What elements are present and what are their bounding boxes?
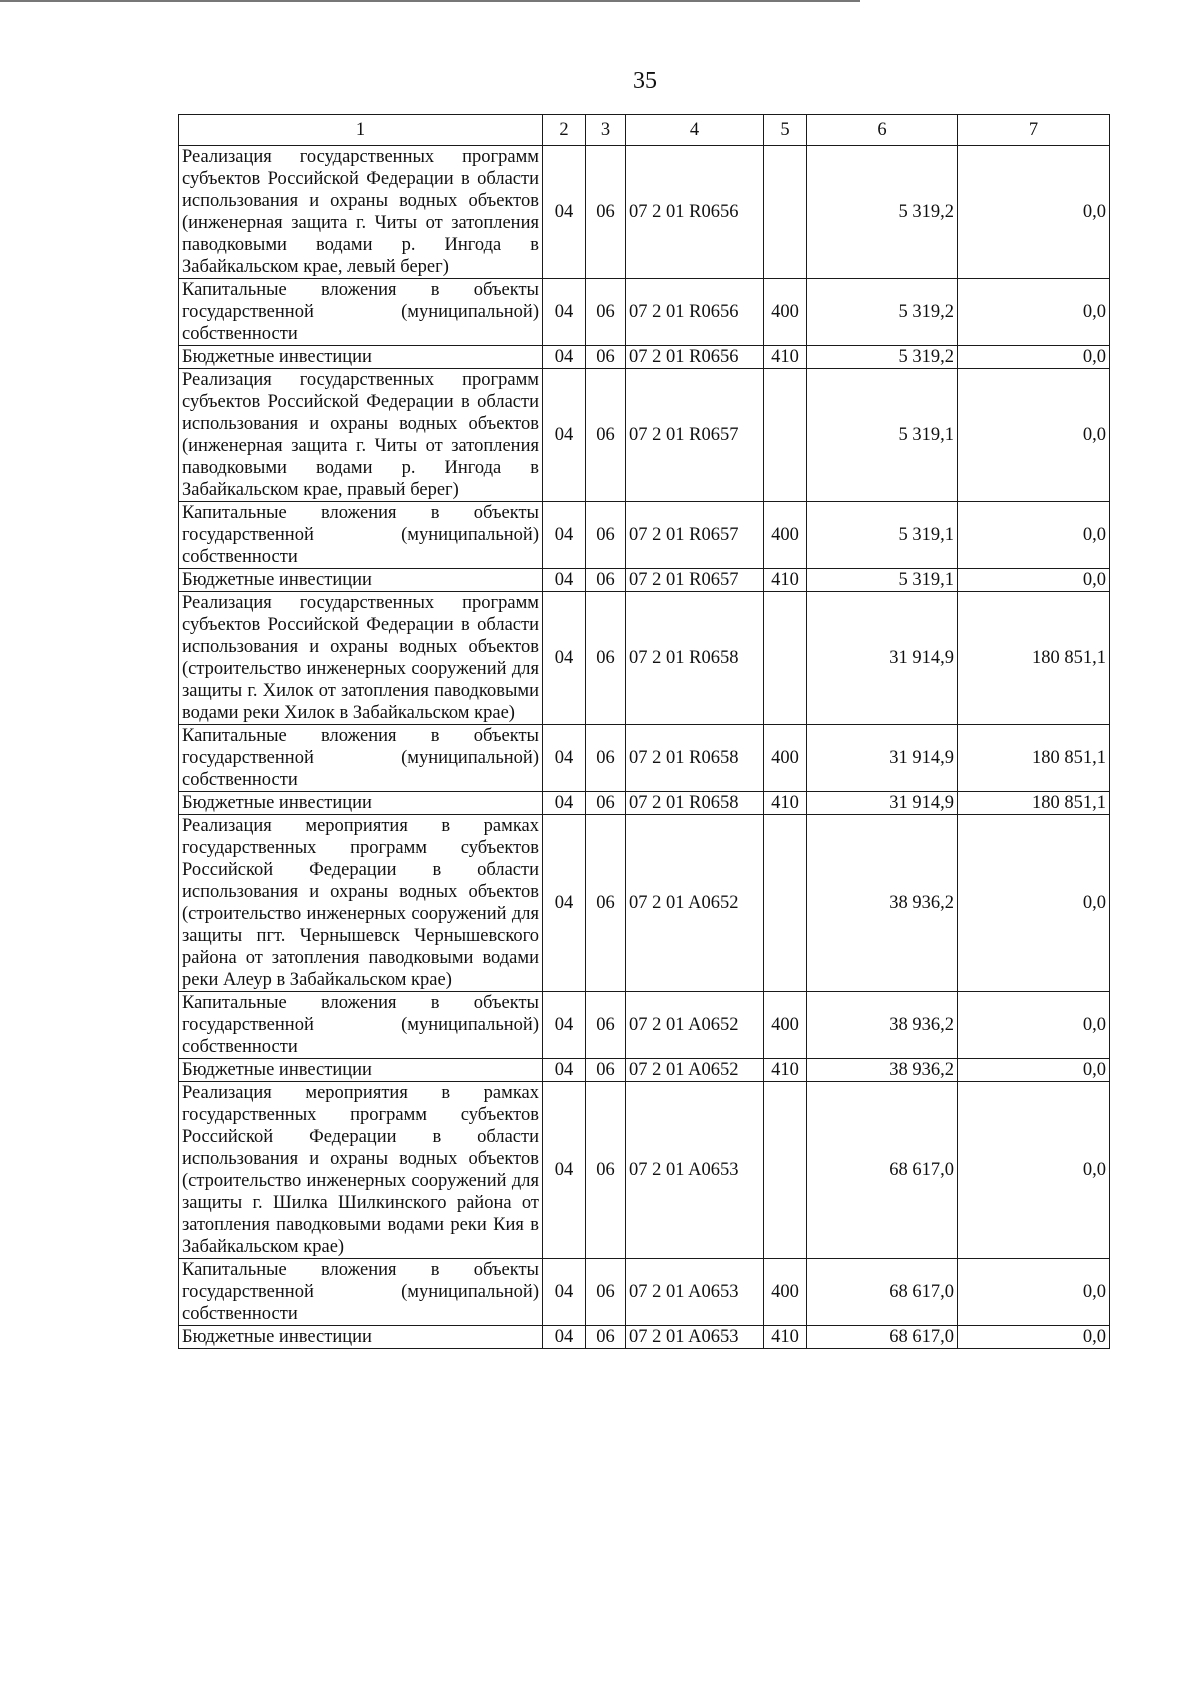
- section-code: 04: [543, 792, 586, 815]
- section-code: 04: [543, 279, 586, 346]
- row-description: Капитальные вложения в объекты государственной (муниципальной) собственности: [179, 1259, 543, 1326]
- table-row: [179, 725, 1110, 792]
- target-article-code: 07 2 01 A0653: [626, 1082, 764, 1259]
- table-row: [179, 1259, 1110, 1326]
- expense-type-code: 410: [764, 1059, 807, 1082]
- section-code: 04: [543, 1259, 586, 1326]
- row-description: Реализация государственных программ субъектов Российской Федерации в области использования и охраны водных объектов (инженерная защита г. Читы от затопления паводковыми водами р. Ингода в Забайкальском крае, правый берег): [179, 369, 543, 502]
- section-code: 04: [543, 592, 586, 725]
- row-description: Капитальные вложения в объекты государственной (муниципальной) собственности: [179, 502, 543, 569]
- row-description: Бюджетные инвестиции: [179, 569, 543, 592]
- table-row: [179, 346, 1110, 369]
- table-row: [179, 279, 1110, 346]
- section-code: 04: [543, 146, 586, 279]
- target-article-code: 07 2 01 R0658: [626, 792, 764, 815]
- budget-table: [178, 114, 1110, 1349]
- amount-col-6: 68 617,0: [807, 1259, 958, 1326]
- column-header: 4: [626, 115, 764, 146]
- section-code: 04: [543, 725, 586, 792]
- subsection-code: 06: [586, 569, 626, 592]
- section-code: 04: [543, 1082, 586, 1259]
- table-row: [179, 146, 1110, 279]
- amount-col-7: 180 851,1: [958, 792, 1110, 815]
- subsection-code: 06: [586, 992, 626, 1059]
- amount-col-7: 0,0: [958, 1259, 1110, 1326]
- amount-col-6: 31 914,9: [807, 592, 958, 725]
- row-description: Капитальные вложения в объекты государственной (муниципальной) собственности: [179, 992, 543, 1059]
- row-description: Реализация мероприятия в рамках государственных программ субъектов Российской Федерации в области использования и охраны водных объектов (строительство инженерных сооружений для защиты пгт. Чернышевск Чернышевского района от затопления паводковыми водами реки Алеур в Забайкальском крае): [179, 815, 543, 992]
- table-row: [179, 1326, 1110, 1349]
- expense-type-code: 410: [764, 346, 807, 369]
- expense-type-code: [764, 815, 807, 992]
- subsection-code: 06: [586, 725, 626, 792]
- column-header: 2: [543, 115, 586, 146]
- amount-col-6: 5 319,1: [807, 569, 958, 592]
- target-article-code: 07 2 01 R0658: [626, 592, 764, 725]
- amount-col-7: 180 851,1: [958, 592, 1110, 725]
- table-body: [179, 146, 1110, 1349]
- subsection-code: 06: [586, 369, 626, 502]
- expense-type-code: [764, 1082, 807, 1259]
- section-code: 04: [543, 992, 586, 1059]
- amount-col-6: 38 936,2: [807, 1059, 958, 1082]
- amount-col-6: 5 319,2: [807, 279, 958, 346]
- target-article-code: 07 2 01 R0657: [626, 569, 764, 592]
- subsection-code: 06: [586, 592, 626, 725]
- subsection-code: 06: [586, 815, 626, 992]
- subsection-code: 06: [586, 1259, 626, 1326]
- amount-col-6: 68 617,0: [807, 1082, 958, 1259]
- column-header: 3: [586, 115, 626, 146]
- subsection-code: 06: [586, 502, 626, 569]
- table-row: [179, 1082, 1110, 1259]
- target-article-code: 07 2 01 R0657: [626, 369, 764, 502]
- amount-col-6: 38 936,2: [807, 992, 958, 1059]
- table-row: [179, 569, 1110, 592]
- subsection-code: 06: [586, 146, 626, 279]
- row-description: Бюджетные инвестиции: [179, 346, 543, 369]
- table-row: [179, 369, 1110, 502]
- target-article-code: 07 2 01 A0653: [626, 1326, 764, 1349]
- section-code: 04: [543, 569, 586, 592]
- amount-col-6: 5 319,2: [807, 146, 958, 279]
- amount-col-6: 68 617,0: [807, 1326, 958, 1349]
- target-article-code: 07 2 01 A0652: [626, 815, 764, 992]
- amount-col-7: 0,0: [958, 1082, 1110, 1259]
- row-description: Бюджетные инвестиции: [179, 792, 543, 815]
- amount-col-6: 31 914,9: [807, 725, 958, 792]
- expense-type-code: 410: [764, 569, 807, 592]
- amount-col-7: 0,0: [958, 569, 1110, 592]
- section-code: 04: [543, 1059, 586, 1082]
- section-code: 04: [543, 369, 586, 502]
- table-row: [179, 592, 1110, 725]
- target-article-code: 07 2 01 A0653: [626, 1259, 764, 1326]
- amount-col-6: 31 914,9: [807, 792, 958, 815]
- expense-type-code: [764, 592, 807, 725]
- row-description: Капитальные вложения в объекты государственной (муниципальной) собственности: [179, 725, 543, 792]
- subsection-code: 06: [586, 1059, 626, 1082]
- amount-col-7: 0,0: [958, 502, 1110, 569]
- subsection-code: 06: [586, 279, 626, 346]
- section-code: 04: [543, 346, 586, 369]
- column-header: 6: [807, 115, 958, 146]
- amount-col-6: 5 319,1: [807, 502, 958, 569]
- amount-col-7: 0,0: [958, 346, 1110, 369]
- column-header: 5: [764, 115, 807, 146]
- subsection-code: 06: [586, 346, 626, 369]
- column-header: 1: [179, 115, 543, 146]
- target-article-code: 07 2 01 R0658: [626, 725, 764, 792]
- expense-type-code: [764, 146, 807, 279]
- section-code: 04: [543, 502, 586, 569]
- target-article-code: 07 2 01 R0657: [626, 502, 764, 569]
- amount-col-7: 0,0: [958, 1059, 1110, 1082]
- subsection-code: 06: [586, 1082, 626, 1259]
- amount-col-7: 0,0: [958, 369, 1110, 502]
- target-article-code: 07 2 01 A0652: [626, 1059, 764, 1082]
- amount-col-6: 5 319,1: [807, 369, 958, 502]
- column-header: 7: [958, 115, 1110, 146]
- row-description: Реализация государственных программ субъектов Российской Федерации в области использования и охраны водных объектов (инженерная защита г. Читы от затопления паводковыми водами р. Ингода в Забайкальском крае, левый берег): [179, 146, 543, 279]
- expense-type-code: 410: [764, 792, 807, 815]
- expense-type-code: [764, 369, 807, 502]
- row-description: Капитальные вложения в объекты государственной (муниципальной) собственности: [179, 279, 543, 346]
- target-article-code: 07 2 01 R0656: [626, 146, 764, 279]
- table-row: [179, 502, 1110, 569]
- amount-col-6: 5 319,2: [807, 346, 958, 369]
- row-description: Бюджетные инвестиции: [179, 1059, 543, 1082]
- subsection-code: 06: [586, 1326, 626, 1349]
- table-row: [179, 1059, 1110, 1082]
- expense-type-code: 400: [764, 1259, 807, 1326]
- expense-type-code: 400: [764, 725, 807, 792]
- row-description: Реализация мероприятия в рамках государственных программ субъектов Российской Федерации в области использования и охраны водных объектов (строительство инженерных сооружений для защиты г. Шилка Шилкинского района от затопления паводковыми водами реки Кия в Забайкальском крае): [179, 1082, 543, 1259]
- section-code: 04: [543, 815, 586, 992]
- scan-edge-line: [0, 0, 860, 2]
- table-row: [179, 792, 1110, 815]
- table-row: [179, 815, 1110, 992]
- amount-col-7: 0,0: [958, 279, 1110, 346]
- expense-type-code: 410: [764, 1326, 807, 1349]
- expense-type-code: 400: [764, 502, 807, 569]
- row-description: Бюджетные инвестиции: [179, 1326, 543, 1349]
- amount-col-7: 0,0: [958, 815, 1110, 992]
- expense-type-code: 400: [764, 279, 807, 346]
- amount-col-6: 38 936,2: [807, 815, 958, 992]
- amount-col-7: 0,0: [958, 992, 1110, 1059]
- amount-col-7: 180 851,1: [958, 725, 1110, 792]
- amount-col-7: 0,0: [958, 146, 1110, 279]
- table-row: [179, 992, 1110, 1059]
- row-description: Реализация государственных программ субъектов Российской Федерации в области использования и охраны водных объектов (строительство инженерных сооружений для защиты г. Хилок от затопления паводковыми водами реки Хилок в Забайкальском крае): [179, 592, 543, 725]
- page-number: 35: [633, 68, 657, 94]
- expense-type-code: 400: [764, 992, 807, 1059]
- target-article-code: 07 2 01 A0652: [626, 992, 764, 1059]
- table-header-row: [179, 115, 1110, 146]
- target-article-code: 07 2 01 R0656: [626, 279, 764, 346]
- target-article-code: 07 2 01 R0656: [626, 346, 764, 369]
- subsection-code: 06: [586, 792, 626, 815]
- section-code: 04: [543, 1326, 586, 1349]
- amount-col-7: 0,0: [958, 1326, 1110, 1349]
